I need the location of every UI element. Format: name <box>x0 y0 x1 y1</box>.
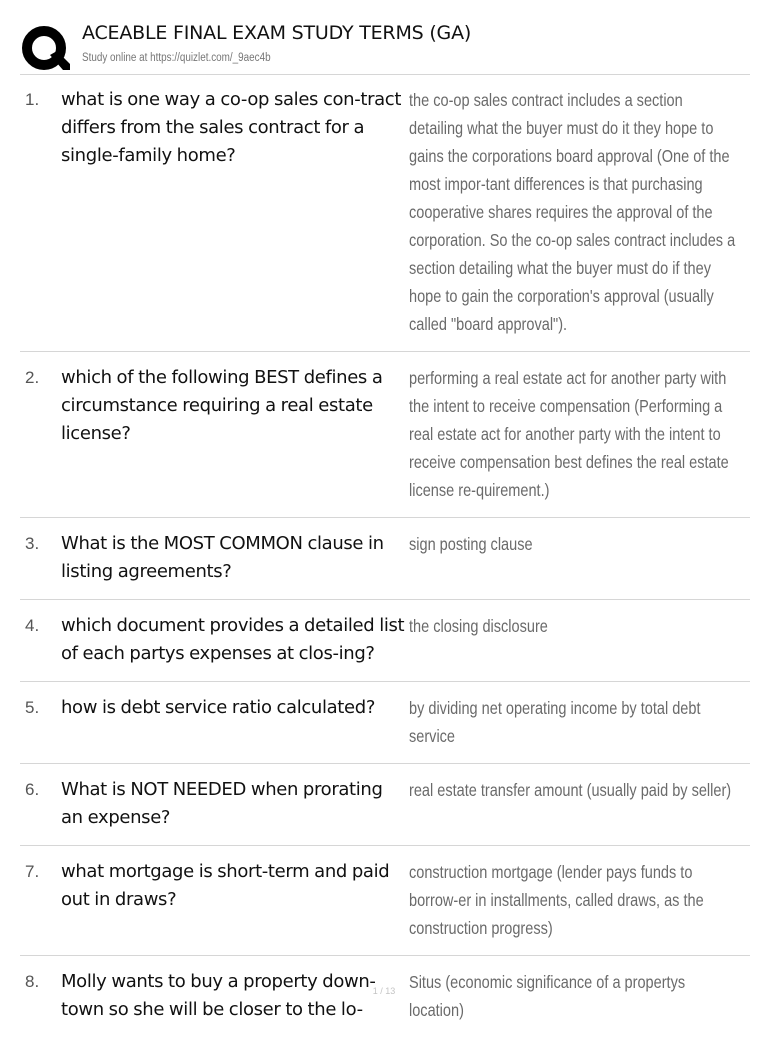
term-number: 2. <box>25 368 40 387</box>
term-number: 3. <box>25 534 40 553</box>
study-online-link[interactable]: Study online at https://quizlet.com/_9aec4b <box>82 52 271 64</box>
term-row <box>20 846 750 956</box>
term-number: 4. <box>25 616 40 635</box>
term-row <box>20 600 750 682</box>
term-row <box>20 518 750 600</box>
term-answer: real estate transfer amount (usually paid by seller) <box>409 780 732 800</box>
term-answer-cell <box>408 968 750 1024</box>
term-question: What is NOT NEEDED when prorating an expense? <box>61 779 383 828</box>
term-question: what mortgage is short-term and paid out in draws? <box>61 861 390 910</box>
term-answer-cell <box>408 612 750 668</box>
term-row <box>20 352 750 518</box>
term-answer: the co-op sales contract includes a section detailing what the buyer must do it they hope to gains the corporations board approval (One of the most impor-tant differences is that purchasing cooperative shares requires the approval of the corporation. So the co-op sales contract includes a section detailing what the buyer must do if they hope to gain the corporation's approval (usually called "board approval"). <box>409 90 736 334</box>
term-number: 6. <box>25 780 40 799</box>
quizlet-logo-icon <box>20 24 70 74</box>
term-answer-cell <box>408 694 750 750</box>
document-header <box>20 18 750 75</box>
term-question: which document provides a detailed list of each partys expenses at clos-ing? <box>61 615 405 664</box>
term-number: 8. <box>25 972 40 991</box>
page-title: ACEABLE FINAL EXAM STUDY TERMS (GA) <box>82 22 472 44</box>
term-row <box>20 682 750 764</box>
term-question: what is one way a co-op sales con-tract differs from the sales contract for a single-family home? <box>61 89 402 166</box>
term-answer: sign posting clause <box>409 534 533 554</box>
term-question: which of the following BEST defines a circumstance requiring a real estate license? <box>61 367 383 444</box>
term-question: Molly wants to buy a property down-town so she will be closer to the lo- <box>61 971 376 1020</box>
term-answer-cell <box>408 776 750 832</box>
page-number: 1 / 13 <box>372 986 396 996</box>
term-answer: Situs (economic significance of a propertys location) <box>409 972 686 1020</box>
term-row <box>20 74 750 352</box>
term-answer: performing a real estate act for another party with the intent to receive compensation (Performing a real estate act for another party with the intent to receive compensation best defines the real estate license re-quirement.) <box>409 368 729 500</box>
term-row <box>20 956 750 1037</box>
term-answer: by dividing net operating income by total debt service <box>409 698 701 746</box>
term-number: 5. <box>25 698 40 717</box>
term-number: 1. <box>25 90 40 109</box>
term-answer-cell <box>408 86 750 338</box>
term-answer: construction mortgage (lender pays funds to borrow-er in installments, called draws, as the construction progress) <box>409 862 704 938</box>
term-number: 7. <box>25 862 40 881</box>
term-answer-cell <box>408 364 750 504</box>
term-question: What is the MOST COMMON clause in listing agreements? <box>61 533 384 582</box>
term-row <box>20 764 750 846</box>
term-answer: the closing disclosure <box>409 616 548 636</box>
term-answer-cell <box>408 530 750 586</box>
term-answer-cell <box>408 858 750 942</box>
term-question: how is debt service ratio calculated? <box>61 697 376 718</box>
